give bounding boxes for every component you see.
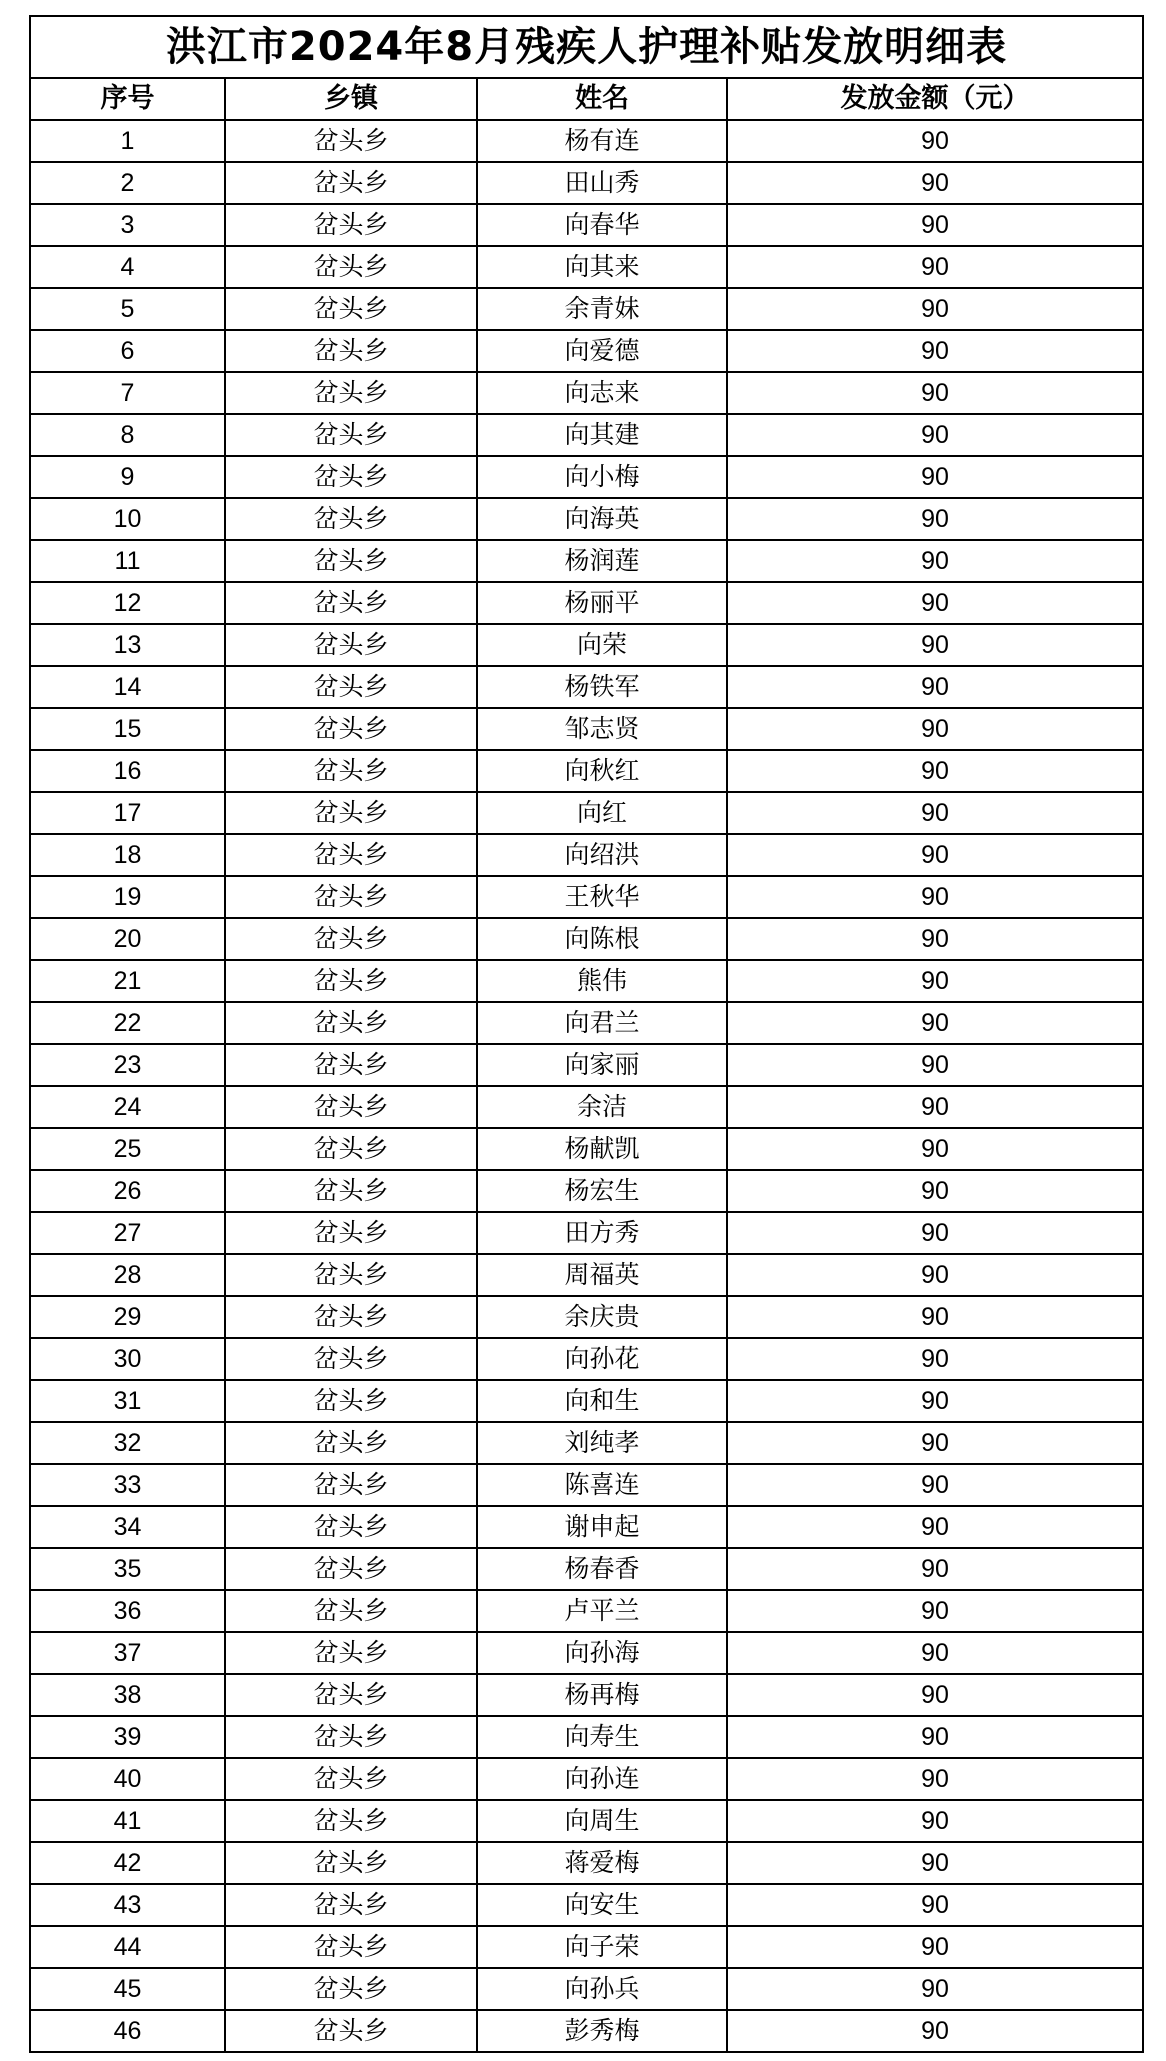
cell-name: 向家丽 (477, 1044, 727, 1086)
cell-amount: 90 (727, 666, 1143, 708)
table-row (30, 372, 1143, 414)
table-row (30, 1968, 1143, 2010)
table-row (30, 1674, 1143, 1716)
cell-town: 岔头乡 (225, 414, 477, 456)
cell-no: 7 (30, 372, 225, 414)
cell-no: 41 (30, 1800, 225, 1842)
cell-name: 向孙海 (477, 1632, 727, 1674)
cell-town: 岔头乡 (225, 582, 477, 624)
cell-name: 杨铁军 (477, 666, 727, 708)
cell-name: 熊伟 (477, 960, 727, 1002)
cell-name: 余庆贵 (477, 1296, 727, 1338)
table-row (30, 1296, 1143, 1338)
cell-no: 31 (30, 1380, 225, 1422)
cell-no: 38 (30, 1674, 225, 1716)
cell-town: 岔头乡 (225, 1548, 477, 1590)
cell-name: 向和生 (477, 1380, 727, 1422)
cell-no: 42 (30, 1842, 225, 1884)
table-row (30, 1254, 1143, 1296)
cell-name: 向志来 (477, 372, 727, 414)
cell-amount: 90 (727, 1842, 1143, 1884)
cell-amount: 90 (727, 876, 1143, 918)
cell-no: 6 (30, 330, 225, 372)
table-row (30, 1086, 1143, 1128)
cell-name: 向子荣 (477, 1926, 727, 1968)
table-row (30, 918, 1143, 960)
cell-name: 彭秀梅 (477, 2010, 727, 2052)
cell-town: 岔头乡 (225, 1002, 477, 1044)
cell-amount: 90 (727, 2010, 1143, 2052)
table-row (30, 2010, 1143, 2052)
cell-amount: 90 (727, 1632, 1143, 1674)
table-row (30, 1212, 1143, 1254)
cell-amount: 90 (727, 1422, 1143, 1464)
cell-town: 岔头乡 (225, 540, 477, 582)
cell-name: 田方秀 (477, 1212, 727, 1254)
cell-amount: 90 (727, 792, 1143, 834)
table-row (30, 162, 1143, 204)
cell-name: 刘纯孝 (477, 1422, 727, 1464)
cell-amount: 90 (727, 1926, 1143, 1968)
cell-name: 向孙兵 (477, 1968, 727, 2010)
cell-no: 43 (30, 1884, 225, 1926)
table-row (30, 288, 1143, 330)
cell-town: 岔头乡 (225, 204, 477, 246)
table-row (30, 1842, 1143, 1884)
cell-amount: 90 (727, 1968, 1143, 2010)
cell-no: 36 (30, 1590, 225, 1632)
table-row (30, 876, 1143, 918)
cell-amount: 90 (727, 834, 1143, 876)
cell-no: 35 (30, 1548, 225, 1590)
cell-town: 岔头乡 (225, 1506, 477, 1548)
cell-amount: 90 (727, 1800, 1143, 1842)
cell-amount: 90 (727, 1758, 1143, 1800)
cell-name: 王秋华 (477, 876, 727, 918)
cell-amount: 90 (727, 120, 1143, 162)
cell-no: 21 (30, 960, 225, 1002)
cell-town: 岔头乡 (225, 1254, 477, 1296)
cell-no: 29 (30, 1296, 225, 1338)
cell-no: 5 (30, 288, 225, 330)
cell-town: 岔头乡 (225, 1212, 477, 1254)
table-row (30, 624, 1143, 666)
cell-name: 杨润莲 (477, 540, 727, 582)
table-row (30, 582, 1143, 624)
cell-no: 32 (30, 1422, 225, 1464)
cell-town: 岔头乡 (225, 792, 477, 834)
cell-name: 向寿生 (477, 1716, 727, 1758)
column-header-town: 乡镇 (225, 78, 477, 120)
cell-name: 向绍洪 (477, 834, 727, 876)
cell-amount: 90 (727, 456, 1143, 498)
table-row (30, 246, 1143, 288)
cell-name: 杨丽平 (477, 582, 727, 624)
table-row (30, 834, 1143, 876)
cell-no: 19 (30, 876, 225, 918)
cell-amount: 90 (727, 1380, 1143, 1422)
column-header-amount: 发放金额（元） (727, 78, 1143, 120)
cell-no: 22 (30, 1002, 225, 1044)
cell-town: 岔头乡 (225, 1338, 477, 1380)
cell-name: 向孙花 (477, 1338, 727, 1380)
table-row (30, 1506, 1143, 1548)
cell-town: 岔头乡 (225, 1800, 477, 1842)
cell-amount: 90 (727, 1506, 1143, 1548)
table-row (30, 414, 1143, 456)
cell-town: 岔头乡 (225, 666, 477, 708)
cell-town: 岔头乡 (225, 708, 477, 750)
cell-no: 39 (30, 1716, 225, 1758)
cell-no: 2 (30, 162, 225, 204)
cell-name: 蒋爱梅 (477, 1842, 727, 1884)
cell-name: 向其建 (477, 414, 727, 456)
cell-amount: 90 (727, 960, 1143, 1002)
cell-town: 岔头乡 (225, 372, 477, 414)
cell-amount: 90 (727, 414, 1143, 456)
cell-name: 谢申起 (477, 1506, 727, 1548)
cell-name: 向君兰 (477, 1002, 727, 1044)
cell-name: 杨宏生 (477, 1170, 727, 1212)
cell-town: 岔头乡 (225, 1086, 477, 1128)
cell-amount: 90 (727, 162, 1143, 204)
cell-name: 邹志贤 (477, 708, 727, 750)
table-row (30, 1632, 1143, 1674)
table-row (30, 1464, 1143, 1506)
cell-town: 岔头乡 (225, 1758, 477, 1800)
table-row (30, 1338, 1143, 1380)
cell-no: 17 (30, 792, 225, 834)
cell-amount: 90 (727, 582, 1143, 624)
table-row (30, 792, 1143, 834)
cell-no: 23 (30, 1044, 225, 1086)
cell-name: 向孙连 (477, 1758, 727, 1800)
cell-no: 30 (30, 1338, 225, 1380)
cell-no: 44 (30, 1926, 225, 1968)
cell-town: 岔头乡 (225, 120, 477, 162)
cell-no: 1 (30, 120, 225, 162)
cell-no: 10 (30, 498, 225, 540)
cell-amount: 90 (727, 1590, 1143, 1632)
cell-town: 岔头乡 (225, 1296, 477, 1338)
cell-name: 向春华 (477, 204, 727, 246)
cell-no: 37 (30, 1632, 225, 1674)
cell-town: 岔头乡 (225, 1044, 477, 1086)
table-row (30, 960, 1143, 1002)
cell-amount: 90 (727, 1212, 1143, 1254)
cell-name: 向秋红 (477, 750, 727, 792)
cell-name: 向小梅 (477, 456, 727, 498)
cell-town: 岔头乡 (225, 624, 477, 666)
table-row (30, 204, 1143, 246)
cell-amount: 90 (727, 246, 1143, 288)
table-row (30, 708, 1143, 750)
cell-town: 岔头乡 (225, 1128, 477, 1170)
cell-amount: 90 (727, 540, 1143, 582)
cell-amount: 90 (727, 288, 1143, 330)
table-row (30, 120, 1143, 162)
cell-amount: 90 (727, 1254, 1143, 1296)
cell-amount: 90 (727, 708, 1143, 750)
cell-town: 岔头乡 (225, 1590, 477, 1632)
cell-name: 卢平兰 (477, 1590, 727, 1632)
cell-town: 岔头乡 (225, 330, 477, 372)
table-title: 洪江市2024年8月残疾人护理补贴发放明细表 (30, 16, 1143, 78)
cell-no: 3 (30, 204, 225, 246)
cell-town: 岔头乡 (225, 1884, 477, 1926)
title-row (30, 16, 1143, 78)
cell-no: 20 (30, 918, 225, 960)
cell-name: 杨有连 (477, 120, 727, 162)
cell-no: 40 (30, 1758, 225, 1800)
table-row (30, 1548, 1143, 1590)
table-row (30, 666, 1143, 708)
cell-no: 15 (30, 708, 225, 750)
table-row (30, 1926, 1143, 1968)
cell-town: 岔头乡 (225, 246, 477, 288)
cell-amount: 90 (727, 1128, 1143, 1170)
cell-town: 岔头乡 (225, 1170, 477, 1212)
cell-town: 岔头乡 (225, 2010, 477, 2052)
cell-amount: 90 (727, 1002, 1143, 1044)
table-row (30, 1002, 1143, 1044)
cell-name: 周福英 (477, 1254, 727, 1296)
table-row (30, 1758, 1143, 1800)
cell-town: 岔头乡 (225, 456, 477, 498)
cell-town: 岔头乡 (225, 876, 477, 918)
cell-no: 18 (30, 834, 225, 876)
table-row (30, 1044, 1143, 1086)
table-row (30, 540, 1143, 582)
cell-name: 余青妹 (477, 288, 727, 330)
table-row (30, 1884, 1143, 1926)
cell-amount: 90 (727, 330, 1143, 372)
column-header-name: 姓名 (477, 78, 727, 120)
cell-town: 岔头乡 (225, 1674, 477, 1716)
cell-amount: 90 (727, 1044, 1143, 1086)
cell-town: 岔头乡 (225, 1422, 477, 1464)
cell-no: 28 (30, 1254, 225, 1296)
cell-no: 34 (30, 1506, 225, 1548)
cell-amount: 90 (727, 918, 1143, 960)
cell-name: 向陈根 (477, 918, 727, 960)
cell-town: 岔头乡 (225, 1380, 477, 1422)
cell-amount: 90 (727, 1674, 1143, 1716)
cell-amount: 90 (727, 1296, 1143, 1338)
cell-name: 向红 (477, 792, 727, 834)
cell-name: 向荣 (477, 624, 727, 666)
cell-town: 岔头乡 (225, 918, 477, 960)
cell-amount: 90 (727, 1884, 1143, 1926)
cell-name: 陈喜连 (477, 1464, 727, 1506)
cell-name: 向安生 (477, 1884, 727, 1926)
cell-town: 岔头乡 (225, 498, 477, 540)
cell-name: 向海英 (477, 498, 727, 540)
table-row (30, 1716, 1143, 1758)
cell-name: 杨献凯 (477, 1128, 727, 1170)
cell-town: 岔头乡 (225, 162, 477, 204)
cell-no: 11 (30, 540, 225, 582)
table-row (30, 1128, 1143, 1170)
cell-town: 岔头乡 (225, 1968, 477, 2010)
cell-no: 25 (30, 1128, 225, 1170)
cell-no: 14 (30, 666, 225, 708)
column-header-no: 序号 (30, 78, 225, 120)
table-row (30, 1380, 1143, 1422)
table-row (30, 498, 1143, 540)
cell-name: 余洁 (477, 1086, 727, 1128)
cell-town: 岔头乡 (225, 960, 477, 1002)
header-row (30, 78, 1143, 120)
cell-amount: 90 (727, 1716, 1143, 1758)
cell-name: 田山秀 (477, 162, 727, 204)
cell-amount: 90 (727, 1170, 1143, 1212)
cell-amount: 90 (727, 750, 1143, 792)
table-row (30, 750, 1143, 792)
cell-no: 13 (30, 624, 225, 666)
subsidy-table (29, 15, 1144, 2053)
cell-no: 8 (30, 414, 225, 456)
cell-amount: 90 (727, 1464, 1143, 1506)
table-row (30, 1170, 1143, 1212)
cell-no: 9 (30, 456, 225, 498)
cell-no: 26 (30, 1170, 225, 1212)
cell-no: 16 (30, 750, 225, 792)
cell-no: 46 (30, 2010, 225, 2052)
cell-amount: 90 (727, 204, 1143, 246)
cell-town: 岔头乡 (225, 1926, 477, 1968)
cell-town: 岔头乡 (225, 1842, 477, 1884)
cell-town: 岔头乡 (225, 750, 477, 792)
table-row (30, 1590, 1143, 1632)
cell-town: 岔头乡 (225, 1632, 477, 1674)
cell-no: 4 (30, 246, 225, 288)
table-row (30, 330, 1143, 372)
cell-no: 33 (30, 1464, 225, 1506)
cell-no: 24 (30, 1086, 225, 1128)
cell-no: 27 (30, 1212, 225, 1254)
cell-amount: 90 (727, 372, 1143, 414)
cell-no: 45 (30, 1968, 225, 2010)
table-row (30, 1800, 1143, 1842)
cell-amount: 90 (727, 1338, 1143, 1380)
cell-name: 杨再梅 (477, 1674, 727, 1716)
cell-name: 杨春香 (477, 1548, 727, 1590)
cell-town: 岔头乡 (225, 1716, 477, 1758)
cell-name: 向爱德 (477, 330, 727, 372)
cell-name: 向周生 (477, 1800, 727, 1842)
cell-town: 岔头乡 (225, 1464, 477, 1506)
cell-amount: 90 (727, 498, 1143, 540)
cell-amount: 90 (727, 1548, 1143, 1590)
cell-name: 向其来 (477, 246, 727, 288)
table-row (30, 456, 1143, 498)
table-row (30, 1422, 1143, 1464)
cell-amount: 90 (727, 1086, 1143, 1128)
cell-town: 岔头乡 (225, 288, 477, 330)
cell-amount: 90 (727, 624, 1143, 666)
cell-no: 12 (30, 582, 225, 624)
cell-town: 岔头乡 (225, 834, 477, 876)
